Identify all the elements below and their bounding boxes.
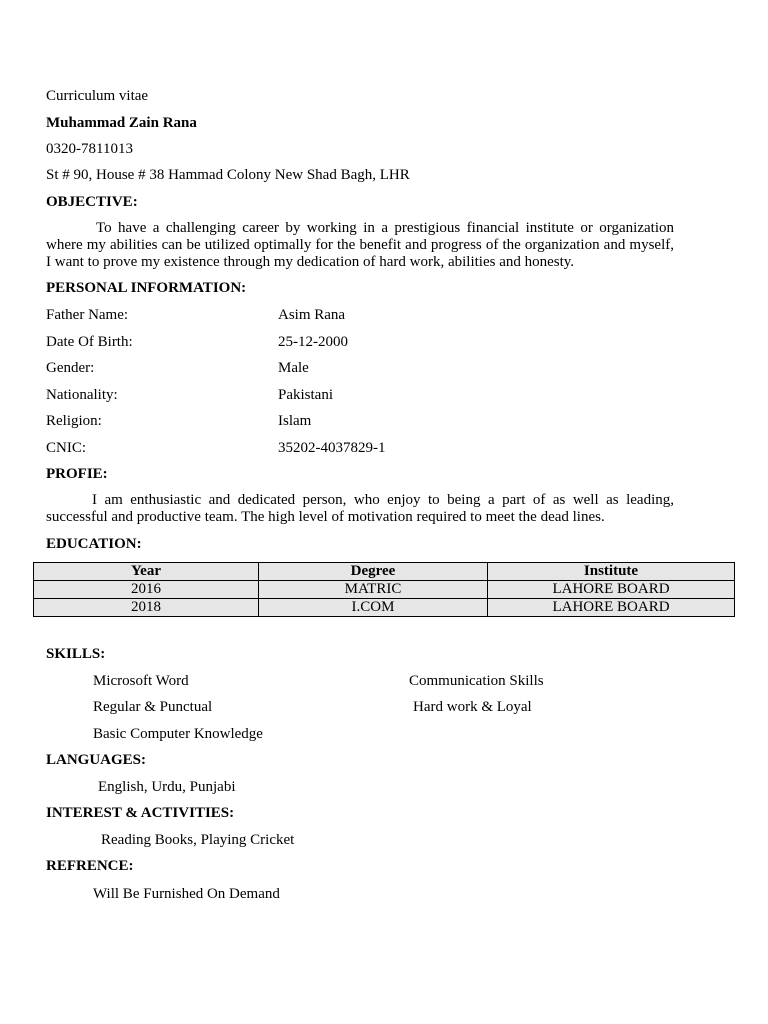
phone-number: 0320-7811013 xyxy=(46,141,133,157)
skill-item: Regular & Punctual xyxy=(93,699,213,715)
skill-item: Basic Computer Knowledge xyxy=(93,726,263,742)
personal-label-gender: Gender: xyxy=(46,360,95,376)
table-cell: 2018 xyxy=(34,599,259,617)
objective-text xyxy=(46,220,674,271)
interests-heading: INTEREST & ACTIVITIES: xyxy=(46,805,235,821)
personal-label-cnic: CNIC: xyxy=(46,440,87,456)
personal-value-religion: Islam xyxy=(278,413,312,429)
personal-label-nationality: Nationality: xyxy=(46,387,118,403)
education-heading: EDUCATION: xyxy=(46,536,142,552)
skills-heading: SKILLS: xyxy=(46,646,106,662)
personal-label-dob: Date Of Birth: xyxy=(46,334,133,350)
personal-value-cnic: 35202-4037829-1 xyxy=(278,440,386,456)
table-cell: 2016 xyxy=(34,581,259,599)
column-header-year: Year xyxy=(34,563,259,581)
table-cell: LAHORE BOARD xyxy=(488,581,735,599)
table-cell: LAHORE BOARD xyxy=(488,599,735,617)
personal-label-father: Father Name: xyxy=(46,307,129,323)
reference-heading: REFRENCE: xyxy=(46,858,134,874)
skill-item: Hard work & Loyal xyxy=(413,699,532,715)
table-cell: MATRIC xyxy=(259,581,488,599)
objective-heading: OBJECTIVE: xyxy=(46,194,138,210)
education-table xyxy=(33,562,735,617)
cv-title: Curriculum vitae xyxy=(46,88,149,104)
skill-item: Microsoft Word xyxy=(93,673,189,689)
reference-text: Will Be Furnished On Demand xyxy=(93,886,280,902)
languages-heading: LANGUAGES: xyxy=(46,752,147,768)
interests-text: Reading Books, Playing Cricket xyxy=(101,832,295,848)
table-row xyxy=(34,599,735,617)
table-row xyxy=(34,581,735,599)
skill-item: Communication Skills xyxy=(409,673,544,689)
profile-heading: PROFIE: xyxy=(46,466,108,482)
profile-body: I am enthusiastic and dedicated person, who enjoy to being a part of as well as leading, successful and productive team. The high level of motivation required to meet the dead lines. xyxy=(46,492,674,525)
personal-value-nationality: Pakistani xyxy=(278,387,333,403)
languages-text: English, Urdu, Punjabi xyxy=(98,779,236,795)
personal-value-gender: Male xyxy=(278,360,309,376)
personal-value-dob: 25-12-2000 xyxy=(278,334,348,350)
personal-info-heading: PERSONAL INFORMATION: xyxy=(46,280,247,296)
column-header-degree: Degree xyxy=(259,563,488,581)
applicant-name: Muhammad Zain Rana xyxy=(46,115,197,131)
personal-label-religion: Religion: xyxy=(46,413,102,429)
table-header-row xyxy=(34,563,735,581)
table-cell: I.COM xyxy=(259,599,488,617)
column-header-institute: Institute xyxy=(488,563,735,581)
personal-value-father: Asim Rana xyxy=(278,307,346,323)
objective-body: To have a challenging career by working in a prestigious financial institute or organization where my abilities can be utilized optimally for the benefit and progress of the organization and myself, I want to prove my existence through my dedication of hard work, abilities and honesty. xyxy=(46,220,674,270)
address: St # 90, House # 38 Hammad Colony New Shad Bagh, LHR xyxy=(46,167,410,183)
profile-text xyxy=(46,492,674,526)
